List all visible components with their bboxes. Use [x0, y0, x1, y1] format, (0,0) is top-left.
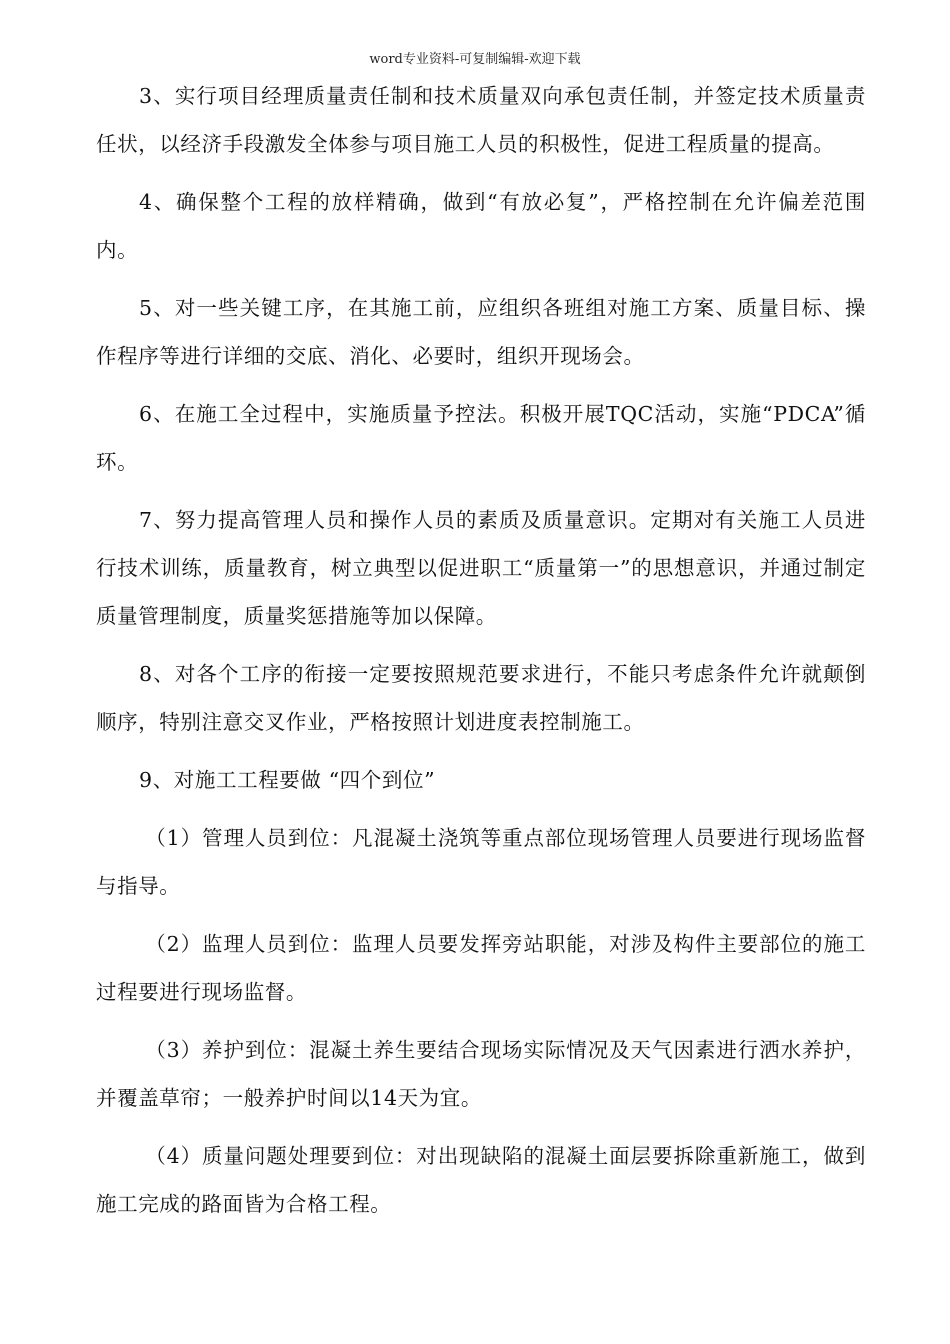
page-header: word专业资料-可复制编辑-欢迎下载 — [369, 52, 581, 67]
document-body — [96, 72, 866, 1228]
paragraph-5: 5、对一些关键工序，在其施工前，应组织各班组对施工方案、质量目标、操作程序等进行详细的交底、消化、必要时，组织开现场会。 — [96, 296, 866, 368]
sub-item-1: （1）管理人员到位：凡混凝土浇筑等重点部位现场管理人员要进行现场监督与指导。 — [96, 826, 866, 898]
sub-item-3: （3）养护到位：混凝土养生要结合现场实际情况及天气因素进行洒水养护，并覆盖草帘；一般养护时间以14天为宜。 — [96, 1038, 866, 1110]
paragraph-6: 6、在施工全过程中，实施质量予控法。积极开展TQC活动，实施“PDCA”循环。 — [96, 402, 866, 474]
paragraph-9: 9、对施工工程要做 “四个到位” — [139, 768, 436, 792]
paragraph-8: 8、对各个工序的衔接一定要按照规范要求进行，不能只考虑条件允许就颠倒顺序，特别注意交叉作业，严格按照计划进度表控制施工。 — [96, 662, 866, 734]
paragraph-3: 3、实行项目经理质量责任制和技术质量双向承包责任制，并签定技术质量责任状，以经济手段激发全体参与项目施工人员的积极性，促进工程质量的提高。 — [96, 84, 866, 156]
paragraph-4: 4、确保整个工程的放样精确，做到“有放必复”，严格控制在允许偏差范围内。 — [96, 190, 866, 262]
sub-item-4: （4）质量问题处理要到位：对出现缺陷的混凝土面层要拆除重新施工，做到施工完成的路面皆为合格工程。 — [96, 1144, 866, 1216]
paragraph-7: 7、努力提高管理人员和操作人员的素质及质量意识。定期对有关施工人员进行技术训练，质量教育，树立典型以促进职工“质量第一”的思想意识，并通过制定质量管理制度，质量奖惩措施等加以保障。 — [96, 508, 866, 628]
sub-item-2: （2）监理人员到位：监理人员要发挥旁站职能，对涉及构件主要部位的施工过程要进行现场监督。 — [96, 932, 866, 1004]
